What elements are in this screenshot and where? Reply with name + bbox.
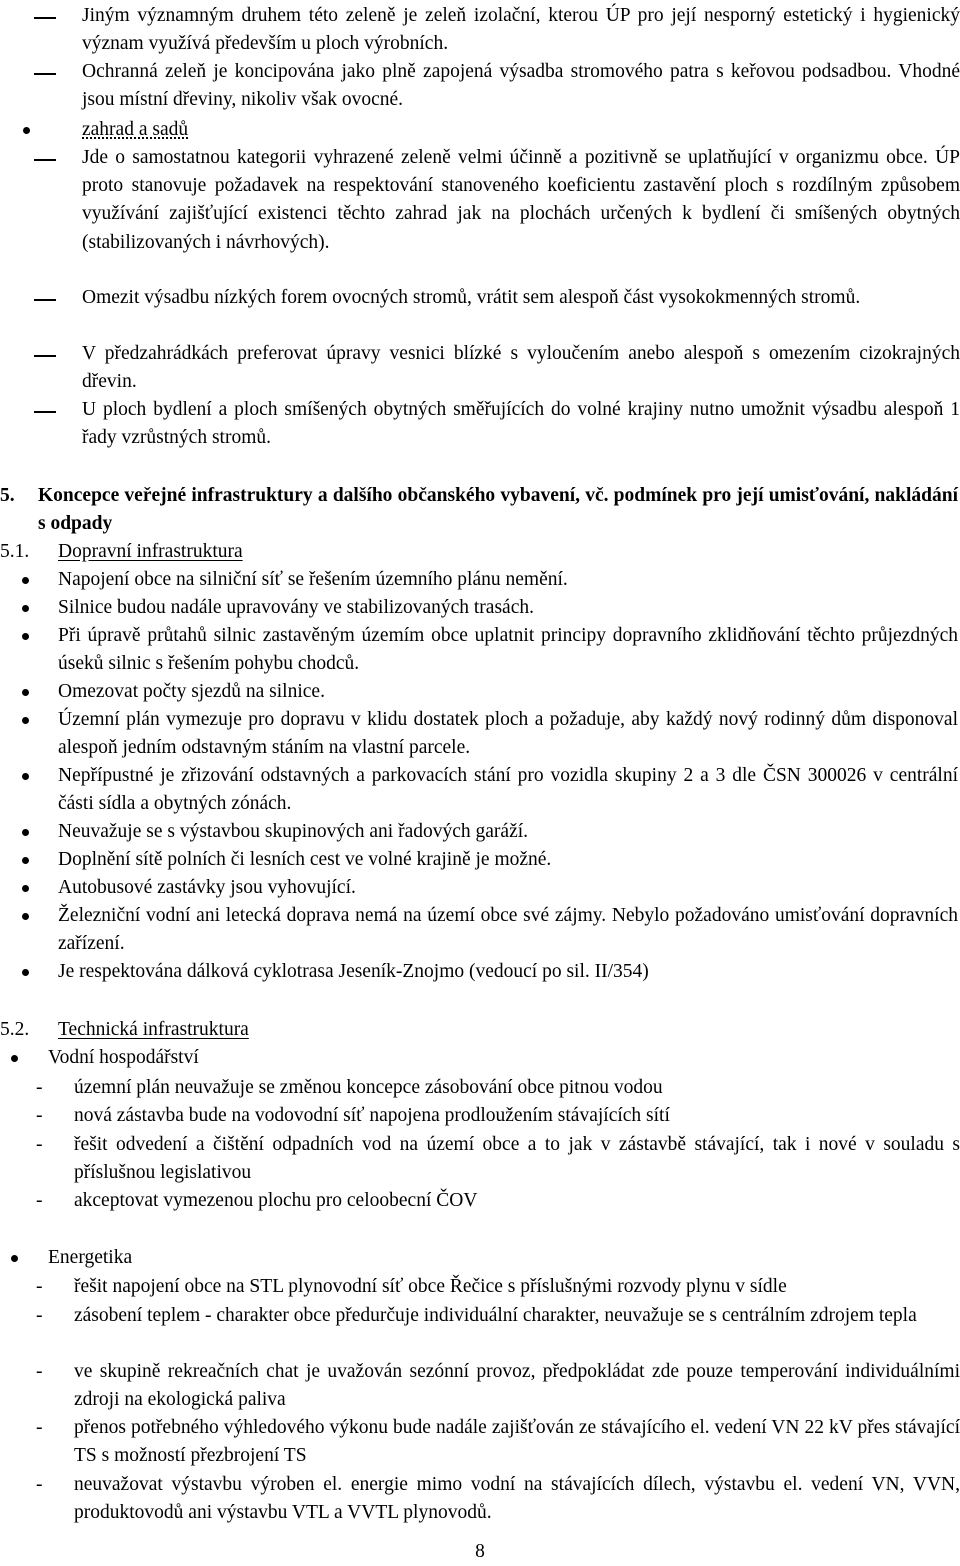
water-item-2: nová zástavba bude na vodovodní síť napojena prodloužením stávajících sítí [74, 1105, 670, 1126]
dash-marker [34, 159, 56, 161]
section-5-1-title: Dopravní infrastruktura [58, 541, 243, 562]
energy-item-3: ve skupině rekreačních chat je uvažován sezónní provoz, předpokládat zde pouze temperování individuálními zdroji na ekologická paliva [74, 1361, 960, 1411]
gardens-item-4: U ploch bydlení a ploch smíšených obytných směřujících do volné krajiny nutno umožnit výsadbu alespoň 1 řady vzrůstných stromů. [82, 399, 960, 449]
hyphen-marker: - [36, 1417, 43, 1438]
gardens-heading: zahrad a sadů [82, 119, 189, 140]
water-heading: Vodní hospodářství [48, 1047, 199, 1068]
bullet-dot [22, 969, 29, 976]
dash-marker [34, 73, 56, 75]
hyphen-marker: - [36, 1134, 43, 1155]
bullet-dot [22, 857, 29, 864]
transport-item-2: Silnice budou nadále upravovány ve stabilizovaných trasách. [58, 597, 534, 618]
transport-item-5: Územní plán vymezuje pro dopravu v klidu dostatek ploch a požaduje, aby každý nový rodinný dům disponoval alespoň jedním odstavným stáním na vlastní parcele. [58, 709, 958, 759]
transport-item-8: Doplnění sítě polních či lesních cest ve volné krajině je možné. [58, 849, 552, 870]
bullet-dot [22, 717, 29, 724]
transport-item-4: Omezovat počty sjezdů na silnice. [58, 681, 325, 702]
section-5-title: Koncepce veřejné infrastruktury a dalšího občanského vybavení, vč. podmínek pro její umisťování, nakládání s odpady [38, 485, 958, 535]
water-item-3: řešit odvedení a čištění odpadních vod na území obce a to jak v zástavbě stávající, tak i nové v souladu s příslušnou legislativou [74, 1134, 960, 1184]
bullet-dot [22, 829, 29, 836]
energy-item-4: přenos potřebného výhledového výkonu bude nadále zajišťován ze stávajícího el. vedení VN 22 kV přes stávající TS s možností přezbrojení TS [74, 1417, 960, 1467]
dash-marker [34, 411, 56, 413]
transport-item-9: Autobusové zastávky jsou vyhovující. [58, 877, 356, 898]
page-number: 8 [475, 1541, 485, 1562]
bullet-dot [22, 773, 29, 780]
bullet-dot [22, 885, 29, 892]
dash-marker [34, 17, 56, 19]
energy-item-5: neuvažovat výstavbu výroben el. energie mimo vodní na stávajících dílech, výstavbu el. vedení VN, VVN, produktovodů ani výstavbu VTL a VVTL plynovodů. [74, 1474, 960, 1524]
gardens-item-3: V předzahrádkách preferovat úpravy vesnici blízké s vyloučením anebo alespoň s omezením cizokrajných dřevin. [82, 343, 960, 393]
energy-heading: Energetika [48, 1247, 133, 1268]
energy-item-1: řešit napojení obce na STL plynovodní síť obce Řečice s příslušnými rozvody plynu v sídle [74, 1276, 787, 1297]
gardens-item-2: Omezit výsadbu nízkých forem ovocných stromů, vrátit sem alespoň část vysokokmenných stromů. [82, 287, 861, 308]
water-item-4: akceptovat vymezenou plochu pro celoobecní ČOV [74, 1190, 478, 1211]
bullet-dot [22, 913, 29, 920]
hyphen-marker: - [36, 1474, 43, 1495]
hyphen-marker: - [36, 1190, 43, 1211]
bullet-dot [11, 1055, 18, 1062]
water-item-1: územní plán neuvažuje se změnou koncepce zásobování obce pitnou vodou [74, 1077, 663, 1098]
transport-item-6: Nepřípustné je zřizování odstavných a parkovacích stání pro vozidla skupiny 2 a 3 dle ČSN 300026 v centrální části sídla a obytných zónách. [58, 765, 958, 815]
dash-marker [34, 355, 56, 357]
section-5-2-title: Technická infrastruktura [58, 1019, 249, 1040]
hyphen-marker: - [36, 1276, 43, 1297]
hyphen-marker: - [36, 1361, 43, 1382]
section-5-2-number: 5.2. [0, 1019, 30, 1040]
hyphen-marker: - [36, 1305, 43, 1326]
transport-item-1: Napojení obce na silniční síť se řešením územního plánu nemění. [58, 569, 568, 590]
transport-item-11: Je respektována dálková cyklotrasa Jeseník-Znojmo (vedoucí po sil. II/354) [58, 961, 649, 982]
intro-dash-item-1: Jiným významným druhem této zeleně je zeleň izolační, kterou ÚP pro její nesporný estetický i hygienický význam využívá především u ploch výrobních. [82, 5, 960, 55]
intro-dash-item-2: Ochranná zeleň je koncipována jako plně zapojená výsadba stromového patra s keřovou podsadbou. Vhodné jsou místní dřeviny, nikoliv však ovocné. [82, 61, 960, 111]
hyphen-marker: - [36, 1105, 43, 1126]
bullet-dot [22, 689, 29, 696]
bullet-dot [23, 127, 30, 134]
transport-item-7: Neuvažuje se s výstavbou skupinových ani řadových garáží. [58, 821, 529, 842]
energy-item-2: zásobení teplem - charakter obce předurčuje individuální charakter, neuvažuje se s centrálním zdrojem tepla [74, 1305, 917, 1326]
hyphen-marker: - [36, 1077, 43, 1098]
transport-item-10: Železniční vodní ani letecká doprava nemá na území obce své zájmy. Nebylo požadováno umisťování dopravních zařízení. [58, 905, 958, 955]
gardens-item-1: Jde o samostatnou kategorii vyhrazené zeleně velmi účinně a pozitivně se uplatňující v organizmu obce. ÚP proto stanovuje požadavek na respektování stanoveného koeficientu zastavění ploch s rozdílným způsobem využívání zajišťující existenci těchto zahrad jak na plochách určených k bydlení či smíšených obytných (stabilizovaných i návrhových). [82, 147, 960, 253]
bullet-dot [11, 1255, 18, 1262]
bullet-dot [22, 633, 29, 640]
section-5-1-number: 5.1. [0, 541, 30, 562]
bullet-dot [22, 577, 29, 584]
section-5-number: 5. [0, 485, 15, 506]
transport-item-3: Při úpravě průtahů silnic zastavěným územím obce uplatnit principy dopravního zklidňování těchto průjezdných úseků silnic s řešením pohybu chodců. [58, 625, 958, 675]
dash-marker [34, 299, 56, 301]
bullet-dot [22, 605, 29, 612]
